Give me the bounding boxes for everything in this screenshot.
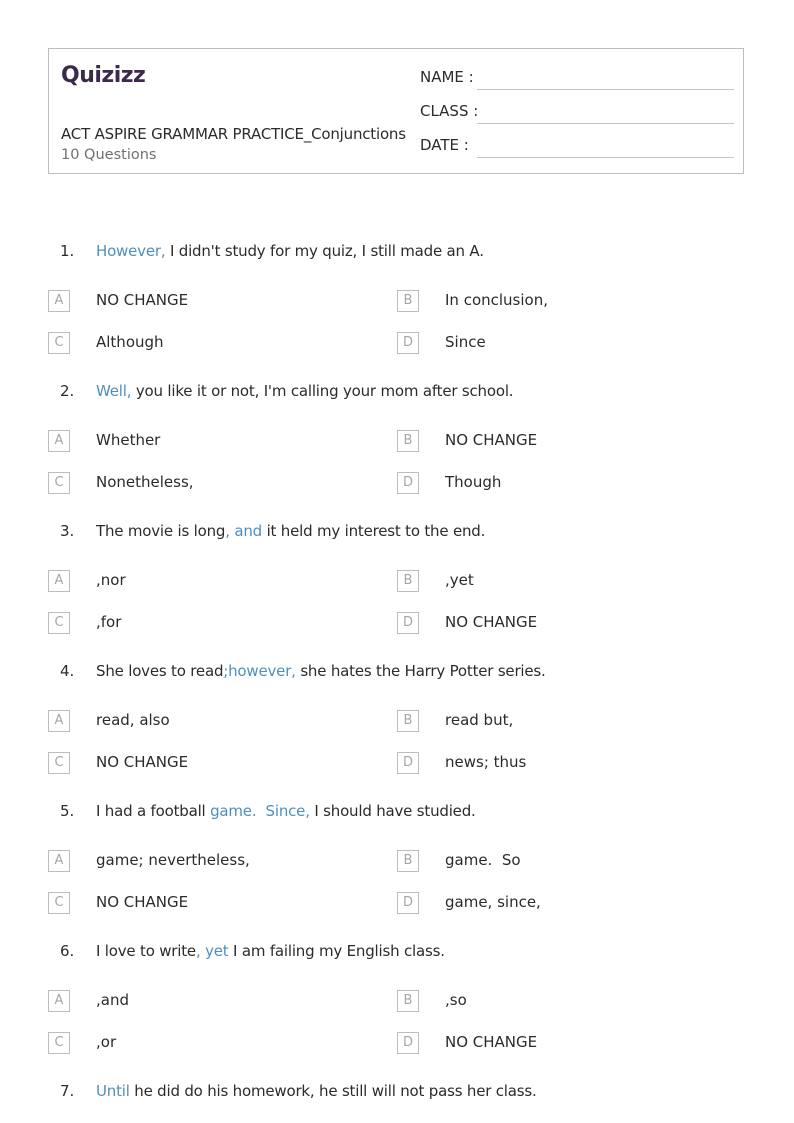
option-letter-box[interactable]: A <box>48 990 70 1012</box>
option-c[interactable] <box>48 332 348 356</box>
question-text-segment: The movie is long <box>96 522 226 540</box>
option-letter-box[interactable]: B <box>397 290 419 312</box>
question-text-segment: you like it or not, I'm calling your mom after school. <box>131 382 514 400</box>
question-text <box>96 382 513 400</box>
option-d[interactable] <box>397 612 697 636</box>
option-a[interactable] <box>48 990 348 1014</box>
question-text-segment: he did do his homework, he still will not pass her class. <box>129 1082 537 1100</box>
question-4 <box>0 662 794 686</box>
question-2 <box>0 382 794 406</box>
highlighted-phrase: However, <box>96 242 166 260</box>
option-d[interactable] <box>397 752 697 776</box>
option-c[interactable] <box>48 472 348 496</box>
option-a[interactable] <box>48 570 348 594</box>
option-d[interactable] <box>397 332 697 356</box>
question-text <box>96 802 476 820</box>
question-count: 10 Questions <box>61 147 157 163</box>
date-line <box>477 157 734 158</box>
option-text: Nonetheless, <box>96 473 194 491</box>
option-text: NO CHANGE <box>96 893 189 911</box>
option-letter-box[interactable]: D <box>397 332 419 354</box>
question-text <box>96 1082 537 1100</box>
option-text: game. So <box>445 851 521 869</box>
option-text: NO CHANGE <box>445 1033 538 1051</box>
highlighted-phrase: game. Since, <box>210 802 310 820</box>
question-6 <box>0 942 794 966</box>
option-c[interactable] <box>48 1032 348 1056</box>
question-number: 1. <box>60 242 75 260</box>
question-5 <box>0 802 794 826</box>
option-letter-box[interactable]: C <box>48 472 70 494</box>
option-text: game; nevertheless, <box>96 851 250 869</box>
option-b[interactable] <box>397 850 697 874</box>
option-letter-box[interactable]: C <box>48 332 70 354</box>
option-text: read but, <box>445 711 514 729</box>
option-letter-box[interactable]: C <box>48 752 70 774</box>
class-label: CLASS : <box>420 102 479 120</box>
question-text-segment: it held my interest to the end. <box>262 522 486 540</box>
class-line <box>477 123 734 124</box>
highlighted-phrase: , and <box>225 522 262 540</box>
question-number: 4. <box>60 662 75 680</box>
option-letter-box[interactable]: A <box>48 290 70 312</box>
question-text <box>96 662 546 680</box>
option-text: Although <box>96 333 164 351</box>
name-field[interactable] <box>420 68 734 90</box>
option-letter-box[interactable]: D <box>397 1032 419 1054</box>
option-d[interactable] <box>397 1032 697 1056</box>
option-c[interactable] <box>48 612 348 636</box>
option-d[interactable] <box>397 472 697 496</box>
option-text: NO CHANGE <box>445 431 538 449</box>
question-number: 7. <box>60 1082 75 1100</box>
option-letter-box[interactable]: D <box>397 472 419 494</box>
option-text: In conclusion, <box>445 291 548 309</box>
option-a[interactable] <box>48 710 348 734</box>
option-text: ,yet <box>445 571 474 589</box>
option-letter-box[interactable]: B <box>397 850 419 872</box>
option-c[interactable] <box>48 892 348 916</box>
question-number: 5. <box>60 802 75 820</box>
question-text-segment: I love to write <box>96 942 196 960</box>
option-a[interactable] <box>48 850 348 874</box>
highlighted-phrase: , yet <box>195 942 229 960</box>
option-text: game, since, <box>445 893 541 911</box>
option-text: Since <box>445 333 486 351</box>
quizizz-logo <box>61 59 153 93</box>
question-text-segment: I had a football <box>96 802 211 820</box>
option-b[interactable] <box>397 990 697 1014</box>
option-letter-box[interactable]: D <box>397 752 419 774</box>
option-text: ,or <box>96 1033 117 1051</box>
option-text: ,so <box>445 991 467 1009</box>
question-7 <box>0 1082 794 1106</box>
option-d[interactable] <box>397 892 697 916</box>
option-letter-box[interactable]: A <box>48 710 70 732</box>
question-text-segment: She loves to read <box>96 662 224 680</box>
option-b[interactable] <box>397 710 697 734</box>
option-letter-box[interactable]: D <box>397 612 419 634</box>
option-text: read, also <box>96 711 170 729</box>
highlighted-phrase: ;however, <box>223 662 296 680</box>
option-letter-box[interactable]: C <box>48 892 70 914</box>
option-text: NO CHANGE <box>96 291 189 309</box>
question-number: 2. <box>60 382 75 400</box>
class-field[interactable] <box>420 102 734 124</box>
date-label: DATE : <box>420 136 469 154</box>
highlighted-phrase: Well, <box>96 382 132 400</box>
option-letter-box[interactable]: C <box>48 1032 70 1054</box>
option-text: ,and <box>96 991 129 1009</box>
option-letter-box[interactable]: A <box>48 430 70 452</box>
question-text <box>96 942 445 960</box>
name-label: NAME : <box>420 68 474 86</box>
date-field[interactable] <box>420 136 734 158</box>
option-text: ,for <box>96 613 122 631</box>
option-text: news; thus <box>445 753 527 771</box>
option-a[interactable] <box>48 290 348 314</box>
option-a[interactable] <box>48 430 348 454</box>
option-letter-box[interactable]: A <box>48 850 70 872</box>
question-text-segment: I am failing my English class. <box>228 942 445 960</box>
option-letter-box[interactable]: B <box>397 570 419 592</box>
worksheet-title: ACT ASPIRE GRAMMAR PRACTICE_Conjunctions <box>61 125 406 143</box>
question-1 <box>0 242 794 266</box>
question-number: 6. <box>60 942 75 960</box>
option-letter-box[interactable]: B <box>397 990 419 1012</box>
question-text <box>96 242 484 260</box>
highlighted-phrase: Until <box>96 1082 130 1100</box>
option-letter-box[interactable]: B <box>397 710 419 732</box>
option-b[interactable] <box>397 570 697 594</box>
option-text: NO CHANGE <box>96 753 189 771</box>
option-b[interactable] <box>397 430 697 454</box>
question-text-segment: I should have studied. <box>309 802 476 820</box>
logo-text: Quizizz <box>61 63 146 88</box>
option-text: ,nor <box>96 571 126 589</box>
option-text: Whether <box>96 431 161 449</box>
option-text: NO CHANGE <box>445 613 538 631</box>
question-number: 3. <box>60 522 75 540</box>
worksheet-header <box>48 48 744 174</box>
question-text-segment: I didn't study for my quiz, I still made an A. <box>165 242 484 260</box>
option-text: Though <box>445 473 502 491</box>
question-3 <box>0 522 794 546</box>
name-line <box>477 89 734 90</box>
option-letter-box[interactable]: D <box>397 892 419 914</box>
option-b[interactable] <box>397 290 697 314</box>
option-letter-box[interactable]: B <box>397 430 419 452</box>
option-letter-box[interactable]: A <box>48 570 70 592</box>
question-text <box>96 522 485 540</box>
option-letter-box[interactable]: C <box>48 612 70 634</box>
question-text-segment: she hates the Harry Potter series. <box>295 662 546 680</box>
option-c[interactable] <box>48 752 348 776</box>
